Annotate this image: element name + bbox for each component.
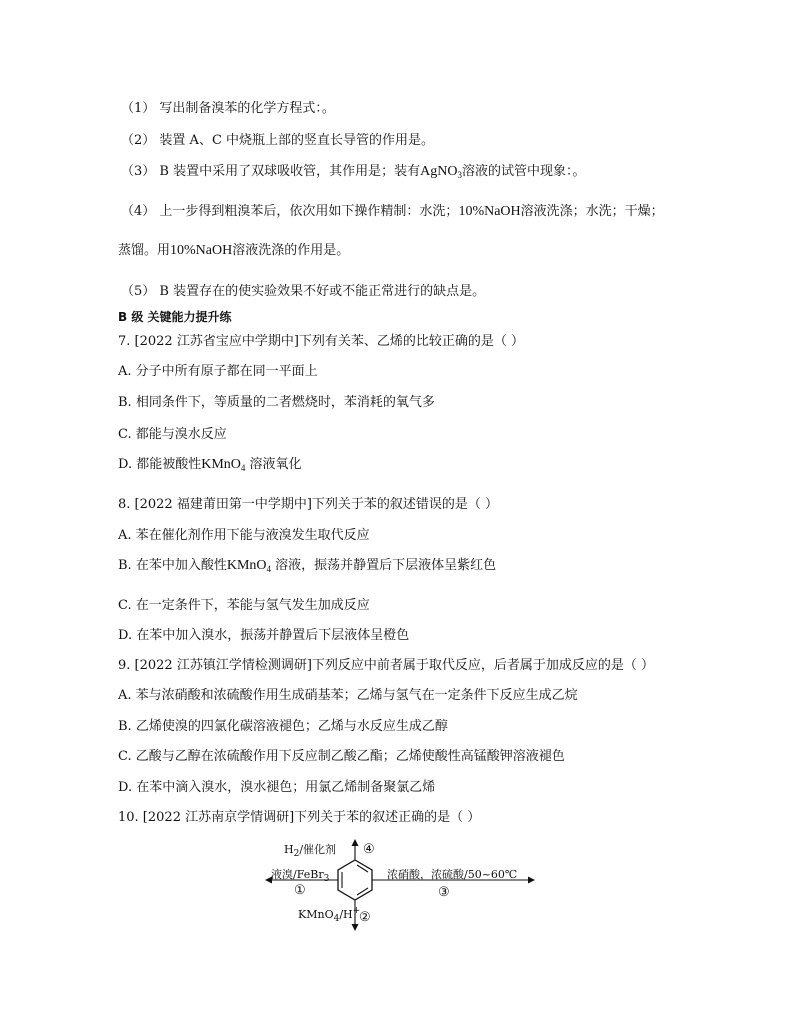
q6-part-4-line-2 bbox=[118, 243, 349, 259]
q8-option-a: A. 苯在催化剂作用下能与液溴发生取代反应 bbox=[118, 528, 370, 543]
label-subscript: 3 bbox=[323, 874, 330, 884]
formula-agno3 bbox=[420, 164, 462, 179]
benzene-ring-icon bbox=[338, 860, 372, 900]
q6-part-5 bbox=[121, 284, 485, 300]
option-text: B. 在苯中加入酸性 bbox=[118, 558, 227, 573]
part-text: 溶液的试管中现象：。 bbox=[461, 164, 586, 179]
label-superscript: + bbox=[352, 906, 361, 916]
formula-kmno4 bbox=[227, 558, 271, 573]
q6-part-4-line-1 bbox=[121, 204, 664, 220]
q9-option-b: B. 乙烯使溴的四氯化碳溶液褪色；乙烯与水反应生成乙醇 bbox=[118, 719, 448, 734]
label-right: 浓硝酸，浓硫酸/50~60℃ bbox=[387, 868, 518, 881]
q6-part-1 bbox=[121, 101, 335, 117]
step-2-number: ② bbox=[359, 910, 371, 925]
label-top bbox=[284, 841, 336, 857]
label-left bbox=[271, 866, 329, 882]
q10-stem: 10. [2022 江苏南京学情调研]下列关于苯的叙述正确的是（ ） bbox=[118, 810, 481, 825]
q8-option-c: C. 在一定条件下，苯能与氢气发生加成反应 bbox=[118, 598, 370, 613]
step-4-number: ④ bbox=[363, 842, 375, 857]
formula-main: KMnO bbox=[226, 558, 267, 573]
formula-main: KMnO bbox=[201, 457, 241, 472]
q7-option-a: A. 分子中所有原子都在同一平面上 bbox=[118, 364, 318, 379]
q6-part-3 bbox=[121, 164, 585, 180]
part-text: 溶液洗涤；水洗；干燥； bbox=[520, 204, 664, 219]
q6-part-2 bbox=[121, 133, 434, 149]
label-text: /催化剂 bbox=[299, 843, 337, 856]
formula-subscript: 3 bbox=[457, 170, 462, 180]
q9-option-d: D. 在苯中滴入溴水，溴水褪色；用氯乙烯制备聚氯乙烯 bbox=[118, 780, 436, 795]
formula-kmno4 bbox=[201, 457, 245, 472]
part-text: B 装置存在的使实验效果不好或不能正常进行的缺点是。 bbox=[159, 284, 486, 299]
benzene-reaction-diagram bbox=[262, 838, 552, 938]
step-3-number: ③ bbox=[438, 885, 450, 900]
label-subscript: 2 bbox=[293, 849, 300, 859]
section-heading: B 级 关键能力提升练 bbox=[118, 310, 232, 324]
part-number: （2） bbox=[121, 133, 156, 148]
part-number: （1） bbox=[121, 101, 156, 116]
q9-option-a: A. 苯与浓硝酸和浓硫酸作用生成硝基苯；乙烯与氢气在一定条件下反应生成乙烷 bbox=[118, 688, 578, 703]
step-1-number: ① bbox=[294, 883, 306, 898]
part-text: B 装置中采用了双球吸收管，其作用是；装有 bbox=[159, 164, 421, 179]
part-number: （5） bbox=[121, 284, 156, 299]
label-bottom bbox=[298, 906, 361, 924]
part-number: （4） bbox=[121, 204, 156, 219]
q8-option-b bbox=[118, 558, 496, 574]
option-text: 溶液氧化 bbox=[245, 457, 302, 472]
formula-naoh: 10%NaOH bbox=[458, 204, 521, 219]
part-text: 写出制备溴苯的化学方程式：。 bbox=[159, 101, 335, 116]
q7-option-d bbox=[118, 457, 302, 473]
q7-stem: 7. [2022 江苏省宝应中学期中]下列有关苯、乙烯的比较正确的是（ ） bbox=[118, 334, 525, 349]
formula-subscript: 4 bbox=[266, 564, 271, 574]
q7-option-c: C. 都能与溴水反应 bbox=[118, 427, 227, 442]
q9-option-c: C. 乙酸与乙醇在浓硫酸作用下反应制乙酸乙酯；乙烯使酸性高锰酸钾溶液褪色 bbox=[118, 749, 565, 764]
q9-stem: 9. [2022 江苏镇江学情检测调研]下列反应中前者属于取代反应，后者属于加成反应的是（ ） bbox=[118, 658, 655, 673]
part-number: （3） bbox=[121, 164, 156, 179]
formula-subscript: 4 bbox=[240, 463, 246, 473]
label-text: /H bbox=[339, 908, 353, 921]
q8-stem: 8. [2022 福建莆田第一中学期中]下列关于苯的叙述错误的是（ ） bbox=[118, 497, 499, 512]
label-text: 液溴/FeBr bbox=[271, 868, 324, 881]
q8-option-d: D. 在苯中加入溴水，振荡并静置后下层液体呈橙色 bbox=[118, 628, 410, 643]
q7-option-b: B. 相同条件下，等质量的二者燃烧时，苯消耗的氧气多 bbox=[118, 395, 435, 410]
label-text: H bbox=[284, 843, 294, 856]
part-text: 蒸馏。用 bbox=[118, 243, 171, 258]
part-text: 装置 A、C 中烧瓶上部的竖直长导管的作用是。 bbox=[159, 133, 435, 148]
part-text: 上一步得到粗溴苯后，依次用如下操作精制：水洗； bbox=[159, 204, 459, 219]
option-text: 溶液，振荡并静置后下层液体呈紫红色 bbox=[271, 558, 497, 573]
label-subscript: 4 bbox=[333, 914, 340, 924]
formula-main: AgNO bbox=[420, 164, 458, 179]
part-text: 溶液洗涤的作用是。 bbox=[232, 243, 350, 258]
option-text: D. 都能被酸性 bbox=[118, 457, 202, 472]
label-text: KMnO bbox=[298, 908, 334, 921]
formula-naoh: 10%NaOH bbox=[170, 243, 233, 258]
